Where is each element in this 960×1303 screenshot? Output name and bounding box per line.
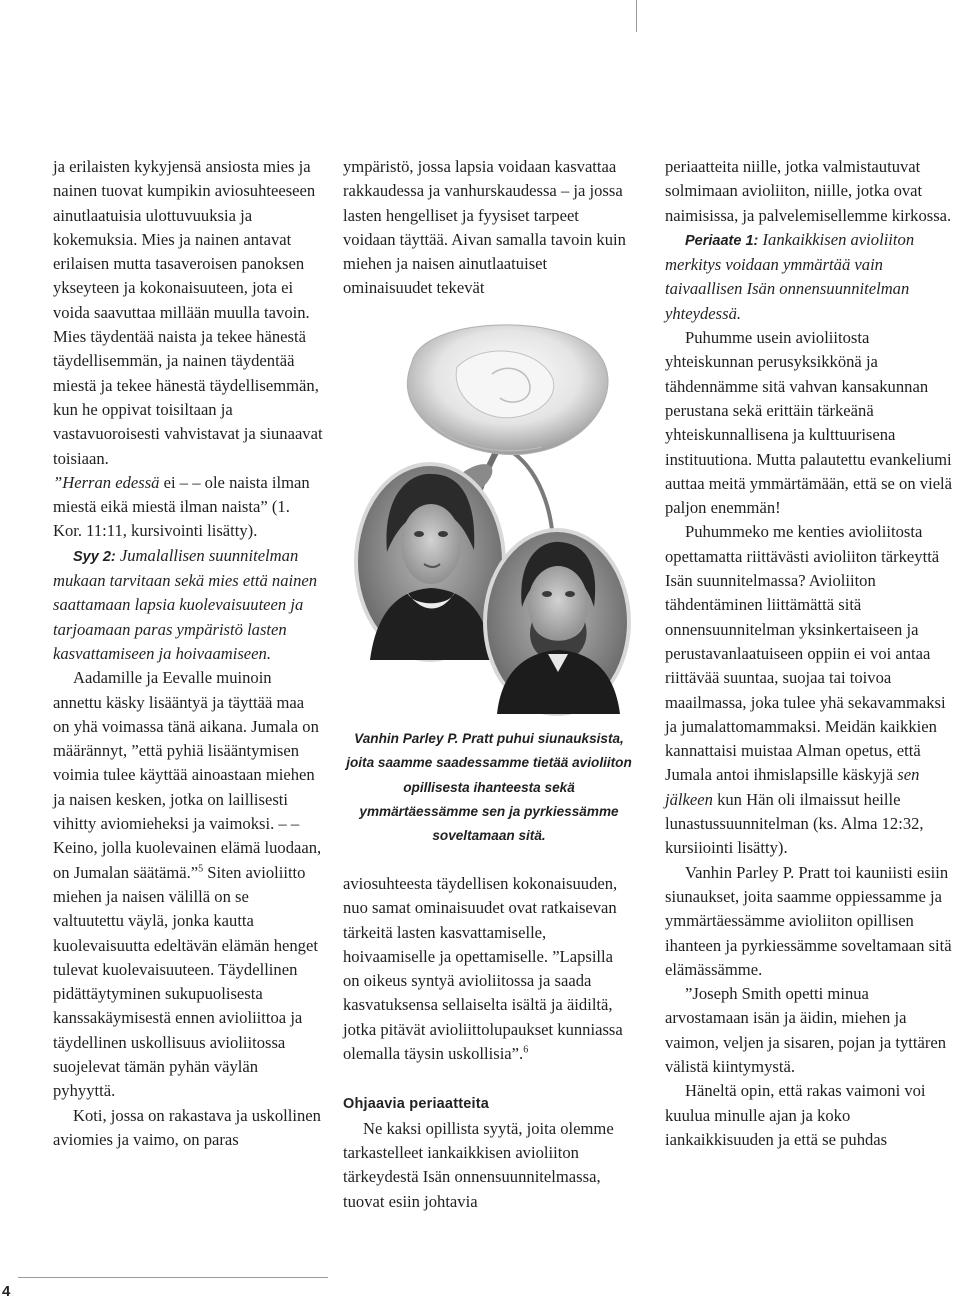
- column-3: [665, 155, 955, 1152]
- col1-scripture-quote: [53, 471, 323, 544]
- column-2-bottom: [343, 872, 633, 1214]
- page-number: 4: [2, 1283, 11, 1300]
- reason-2-text: Jumalallisen suunnitelman mukaan tarvitaan sekä mies että nainen saattamaan lapsia kuolevaisuuteen ja tarjoamaan paras ympäristö lasten kasvattamiseen ja hoivaamiseen.: [53, 545, 318, 663]
- column-1: [53, 155, 323, 1152]
- col1-paragraph-4: Koti, jossa on rakastava ja uskollinen aviomies ja vaimo, on paras: [53, 1105, 321, 1149]
- col1-p3a: Aadamille ja Eevalle muinoin annettu käsky lisääntyä ja täyttää maa on yhä voimassa tänä aikana. Jumala on määrännyt, ”että pyhiä lisääntymisen voimia tulee käyttää ainoastaan miehen ja naisen kesken, jotka on laillisesti vihitty aviomieheksi ja vaimoksi. – – Keino, jolla kuolevainen elämä luodaan, on Jumalan säätämä.”: [53, 668, 322, 882]
- col1-p3b: Siten avioliitto miehen ja naisen välillä on se valtuutettu väylä, jonka kautta kuolevaisuutta edeltävän elämän henget tulevat kuolevaisuuteen. Täydellinen pidättäytyminen sukupuolisesta kanssakäymisestä ennen avioliittoa ja täydellinen uskollisuus avioliitossa suojelevat tämän pyhän väylän pyhyyttä.: [53, 862, 318, 1101]
- col3-paragraph-1: periaatteita niille, jotka valmistautuvat solmimaan avioliiton, niille, jotka ovat naimisissa, ja palvelemisellemme kirkossa.: [665, 157, 952, 225]
- quote-rest: ei – – ole naista ilman miestä eikä miestä ilman naista” (1. Kor. 11:11, kursivointi lisätty).: [53, 472, 310, 541]
- col1-paragraph-3: [53, 666, 323, 1103]
- principle-1-label: Periaate 1:: [685, 232, 759, 249]
- footnote-5: 5: [198, 863, 204, 875]
- principle-1: [665, 228, 955, 326]
- col2-p2a: aviosuhteesta täydellisen kokonaisuuden, nuo samat ominaisuudet ovat ratkaisevan tärkeitä lasten kasvattamiselle, hoivaamiselle ja opettamiselle. ”Lapsilla on oikeus syntyä avioliitossa ja saada kasvatuksensa sellaiselta isältä ja äidiltä, jotka pitävät avioliittolupaukset kunniassa olemalla täysin uskollisia”.: [343, 874, 623, 1064]
- col3-paragraph-2: Puhumme usein avioliitosta yhteiskunnan perusyksikkönä ja tähdennämme sitä vahvan kansakunnan perustana sekä erittäin tärkeänä yhteiskunnallisena ja kulttuurisena instituutiona. Mutta palautettu evankeliumi auttaa meitä ymmärtämään, että se on vielä paljon enemmän!: [665, 328, 953, 518]
- col3-paragraph-5: ”Joseph Smith opetti minua arvostamaan isän ja äidin, miehen ja vaimon, veljen ja sisaren, pojan ja tyttären välistä kiintymystä.: [665, 984, 947, 1076]
- top-column-rule: [636, 0, 637, 32]
- quote-italic: ”Herran edessä: [53, 472, 160, 492]
- principle-reason-2: [53, 544, 323, 666]
- bottom-rule: [18, 1277, 328, 1278]
- col3-p3: Puhummeko me kenties avioliitosta opettamatta riittävästi avioliiton tärkeyttä Isän suunnitelmassa? Avioliiton tähdentäminen liittämättä sitä onnensuunnitelman yksinkertaiseen ja perustavanlaatuiseen oppiin ei voi antaa riittävää suuntaa, suojaa tai toivoa maailmassa, joka tulee yhä sekavammaksi ja jumalattomammaksi. Meidän kaikkien kannattaisi muistaa Alman opetus, että Jumala antoi ihmislapsille käskyjä: [665, 522, 946, 785]
- col3-p3-end: kun Hän oli ilmaissut heille lunastussuunnitelman (ks. Alma 12:32, kursiiointi lisätty).: [665, 789, 924, 858]
- principle-1-text: Iankaikkisen avioliiton merkitys voidaan ymmärtää vain taivaallisen Isän onnensuunnitelman yhteydessä.: [665, 229, 915, 323]
- col2-paragraph-3: Ne kaksi opillista syytä, joita olemme tarkastelleet iankaikkisen avioliiton tärkeydestä Isän onnensuunnitelmassa, tuovat esiin johtavia: [343, 1118, 614, 1211]
- col3-paragraph-6: Häneltä opin, että rakas vaimoni voi kuulua minulle ajan ja koko iankaikkisuuden ja että se puhdas: [665, 1081, 926, 1149]
- reason-2-label: Syy 2:: [73, 548, 116, 565]
- section-heading: Ohjaavia periaatteita: [343, 1096, 490, 1113]
- photo-caption: Vanhin Parley P. Pratt puhui siunauksista, joita saamme saadessamme tietää avioliiton opillisesta ihanteesta sekä ymmärtäessämme sen ja pyrkiessämme soveltamaan sitä.: [346, 731, 632, 844]
- footnote-6: 6: [523, 1044, 529, 1056]
- col2-paragraph-1: ympäristö, jossa lapsia voidaan kasvattaa rakkaudessa ja vanhurskaudessa – ja jossa lasten hengelliset ja fyysiset tarpeet voidaan täyttää. Aivan samalla tavoin kuin miehen ja naisen ainutlaatuiset ominaisuudet tekevät: [343, 157, 626, 298]
- col3-paragraph-4: Vanhin Parley P. Pratt toi kauniisti esiin siunaukset, joita saamme oppiessamme ja ymmärtäessämme avioliiton opillisen ihanteen ja pyrkiessämme soveltamaan sitä elämässämme.: [665, 862, 952, 979]
- col2-paragraph-2: [343, 872, 633, 1066]
- portrait-woman-photo: [356, 464, 504, 660]
- col3-p3-italic: sen jälkeen: [665, 765, 920, 809]
- rose-and-portraits-photo: [352, 322, 634, 717]
- col3-paragraph-3: [665, 520, 955, 860]
- col1-paragraph-1: ja erilaisten kykyjensä ansiosta mies ja nainen tuovat kumpikin aviosuhteeseen ainutlaatuisia ulottuvuuksia ja kokemuksia. Mies ja nainen antavat erilaisen mutta tasaveroisen panoksen ykseyteen ja kokonaisuuteen, jota ei voida saavuttaa millään muulla tavoin. Mies täydentää naista ja tekee hänestä täydellisemmän, ja nainen täydentää miestä ja tekee hänestä täydellisemmän, kun he oppivat toisiltaan ja vastavuoroisesti vahvistavat ja siunaavat toisiaan.: [53, 157, 323, 468]
- portrait-man-photo: [485, 530, 629, 714]
- column-2-top: [343, 155, 633, 301]
